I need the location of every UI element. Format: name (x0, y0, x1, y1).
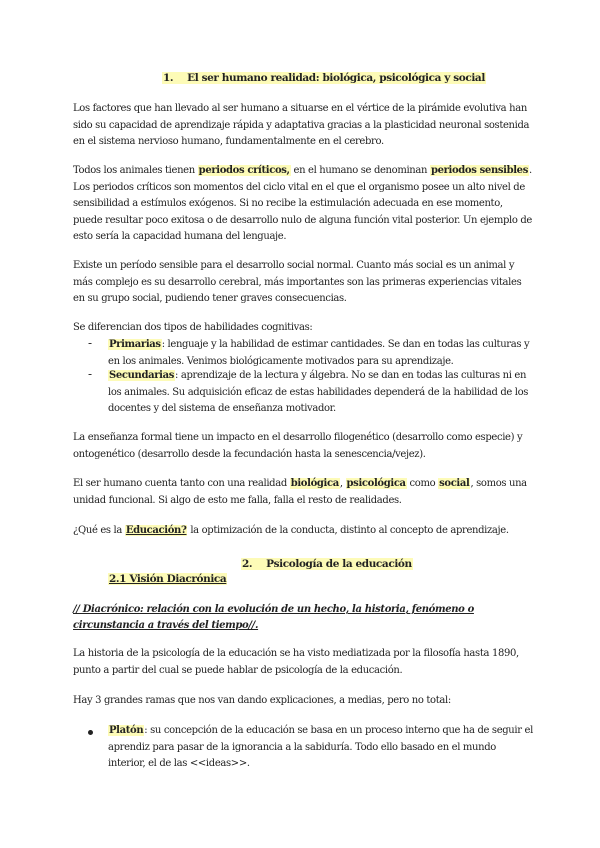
section-2-1-title: 2.1 Visión Diacrónica (109, 573, 227, 585)
diacronico-definition: // Diacrónico: relación con la evolución de un hecho, la historia, fenómeno o circunstancia a través del tiempo//. (73, 604, 474, 631)
list-marker: - (88, 367, 93, 381)
section-1-heading (162, 72, 486, 84)
paragraph: Hay 3 grandes ramas que nos van dando explicaciones, a medias, pero no total: (73, 695, 451, 706)
section-2-1-heading (108, 573, 227, 585)
list-item-secundarias: Secundarias: aprendizaje de la lectura y álgebra. No se dan en todas las culturas ni en los animales. Su adquisición eficaz de estas habilidades dependerá de la habilidad de los docentes y del sistema de enseñanza motivador. (108, 370, 529, 414)
section-2-heading (241, 558, 413, 570)
paragraph-critical-periods: Todos los animales tienen periodos críticos, en el humano se denominan periodos sensibles. Los periodos críticos son momentos del ciclo vital en el que el organismo posee un alto nivel de sensibilidad a estímulos exógenos. Si no recibe la estimulación adecuada en ese momento, puede resultar poco exitosa o de desarrollo nulo de alguna función vital posterior. Un ejemplo de esto sería la capacidad humana del lenguaje. (73, 165, 532, 242)
paragraph-education: ¿Qué es la Educación? la optimización de la conducta, distinto al concepto de aprendizaje. (73, 525, 509, 536)
section-2-title: Psicología de la educación (266, 558, 412, 570)
list-item-primarias: Primarias: lenguaje y la habilidad de estimar cantidades. Se dan en todas las culturas y en los animales. Venimos biológicamente motivados para su aprendizaje. (108, 339, 530, 367)
section-2-number: 2. (242, 558, 253, 570)
paragraph: Se diferencian dos tipos de habilidades cognitivas: (73, 322, 313, 333)
term-periodos-criticos: periodos críticos, (198, 165, 290, 176)
list-marker: - (88, 336, 93, 350)
section-1-title: El ser humano realidad: biológica, psicológica y social (187, 72, 485, 84)
list-item-platon: Platón: su concepción de la educación se basa en un proceso interno que ha de seguir el aprendiz para pasar de la ignorancia a la sabiduría. Todo ello basado en el mundo interior, el de las <<ideas>>. (108, 725, 533, 769)
paragraph: Existe un período sensible para el desarrollo social normal. Cuanto más social es un animal y más complejo es su desarrollo cerebral, más importantes son las primeras experiencias vitales en su grupo social, pudiendo tener graves consecuencias. (73, 260, 522, 304)
paragraph: Los factores que han llevado al ser humano a situarse en el vértice de la pirámide evolutiva han sido su capacidad de aprendizaje rápida y adaptativa gracias a la plasticidad neuronal sostenida en el sistema nervioso humano, fundamentalmente en el cerebro. (73, 103, 530, 147)
paragraph-realities: El ser humano cuenta tanto con una realidad biológica, psicológica como social, somos una unidad funcional. Si algo de esto me falla, falla el resto de realidades. (73, 478, 527, 506)
term-educacion: Educación? (125, 525, 187, 536)
bullet-icon (88, 730, 93, 735)
paragraph: La historia de la psicología de la educación se ha visto mediatizada por la filosofía hasta 1890, punto a partir del cual se puede hablar de psicología de la educación. (73, 648, 519, 676)
term-periodos-sensibles: periodos sensibles (430, 165, 528, 176)
paragraph: La enseñanza formal tiene un impacto en el desarrollo filogenético (desarrollo como especie) y ontogenético (desarrollo desde la fecundación hasta la senescencia/vejez). (73, 432, 523, 460)
section-1-number: 1. (163, 72, 174, 84)
